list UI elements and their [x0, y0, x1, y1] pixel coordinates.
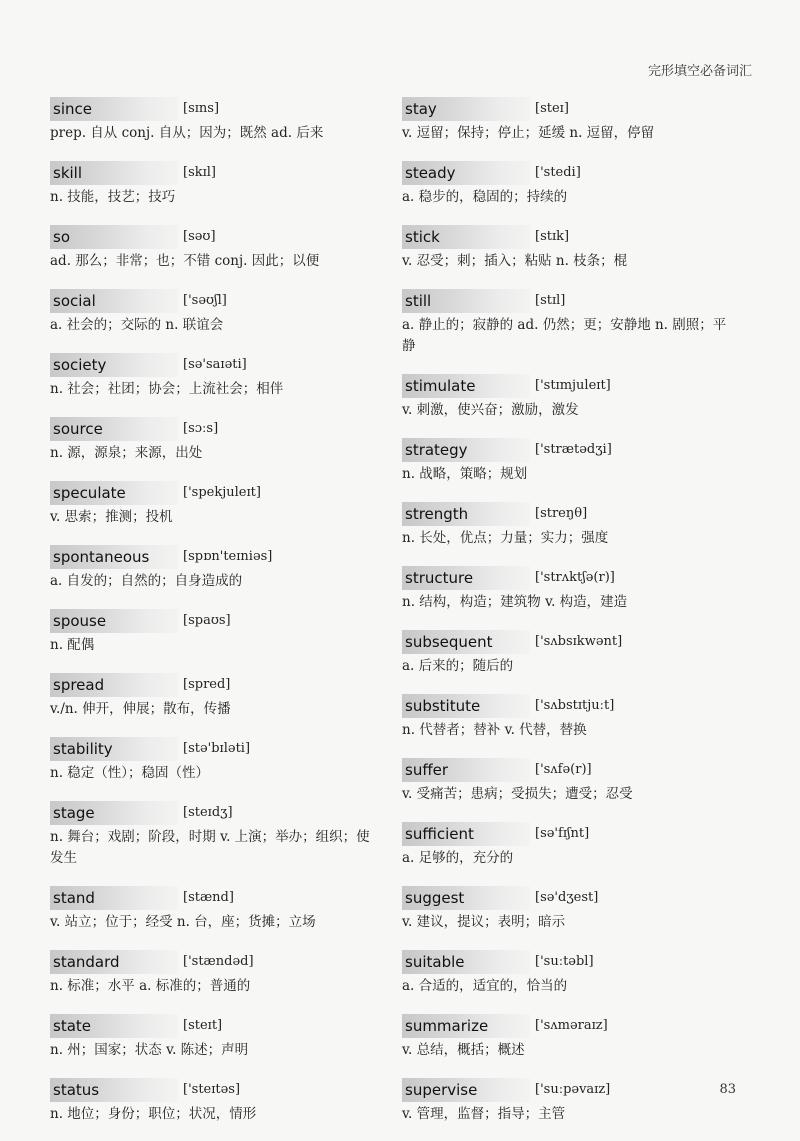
- entry-head-row: [402, 288, 734, 313]
- definition: v. 思索；推测；投机: [50, 509, 173, 525]
- headword: stability: [50, 737, 178, 761]
- definition: v. 受痛苦；患病；受损失；遭受；忍受: [402, 786, 633, 802]
- headword: sufficient: [402, 822, 530, 846]
- phonetic: [sɪns]: [183, 101, 220, 116]
- phonetic: [sə'fɪʃnt]: [535, 826, 590, 841]
- entry-head-row: [402, 565, 734, 590]
- vocab-entry-structure: [402, 565, 734, 613]
- entry-head-row: [50, 288, 380, 313]
- headword: strategy: [402, 438, 530, 462]
- vocab-entry-stimulate: [402, 373, 734, 421]
- vocab-entry-spouse: [50, 608, 380, 656]
- phonetic: [skɪl]: [183, 165, 217, 180]
- definition: v. 总结，概括；概述: [402, 1042, 525, 1058]
- entry-head-row: [50, 736, 380, 761]
- entry-head-row: [402, 885, 734, 910]
- headword: strength: [402, 502, 530, 526]
- headword: subsequent: [402, 630, 530, 654]
- headword: suffer: [402, 758, 530, 782]
- headword: summarize: [402, 1014, 530, 1038]
- headword: suitable: [402, 950, 530, 974]
- phonetic: [sə'saɪəti]: [183, 357, 247, 372]
- phonetic: [spred]: [183, 677, 231, 692]
- phonetic: [sɔːs]: [183, 421, 219, 436]
- vocab-entry-society: [50, 352, 380, 400]
- headword: social: [50, 289, 178, 313]
- phonetic: [streŋθ]: [535, 506, 588, 521]
- phonetic: ['spekjuleɪt]: [183, 485, 261, 500]
- definition: n. 源，源泉；来源，出处: [50, 445, 203, 461]
- vocab-entry-standard: [50, 949, 380, 997]
- vocab-entry-stick: [402, 224, 734, 272]
- entry-head-row: [50, 160, 380, 185]
- headword: society: [50, 353, 178, 377]
- vocab-entry-so: [50, 224, 380, 272]
- phonetic: ['sʌfə(r)]: [535, 762, 592, 777]
- vocab-entry-stay: [402, 96, 734, 144]
- headword: spread: [50, 673, 178, 697]
- entry-head-row: [50, 480, 380, 505]
- definition: n. 标准；水平 a. 标准的；普通的: [50, 978, 251, 994]
- headword: substitute: [402, 694, 530, 718]
- headword: stage: [50, 801, 178, 825]
- headword: since: [50, 97, 178, 121]
- definition: n. 长处，优点；力量；实力；强度: [402, 530, 609, 546]
- entry-head-row: [50, 885, 380, 910]
- vocab-entry-stage: [50, 800, 380, 869]
- definition: a. 足够的，充分的: [402, 850, 514, 866]
- definition: v. 逗留；保持；停止；延缓 n. 逗留，停留: [402, 125, 655, 141]
- entry-head-row: [50, 672, 380, 697]
- headword: stimulate: [402, 374, 530, 398]
- page-header-title: 完形填空必备词汇: [647, 64, 752, 79]
- definition: n. 州；国家；状态 v. 陈述；声明: [50, 1042, 249, 1058]
- entry-head-row: [402, 949, 734, 974]
- entry-head-row: [402, 629, 734, 654]
- entry-head-row: [50, 608, 380, 633]
- right-column: [402, 96, 734, 1141]
- vocab-entry-spontaneous: [50, 544, 380, 592]
- phonetic: ['steɪtəs]: [183, 1082, 241, 1097]
- definition: a. 合适的，适宜的，恰当的: [402, 978, 568, 994]
- entry-head-row: [402, 693, 734, 718]
- vocab-entry-subsequent: [402, 629, 734, 677]
- entry-head-row: [402, 437, 734, 462]
- headword: steady: [402, 161, 530, 185]
- vocab-entry-skill: [50, 160, 380, 208]
- vocab-entry-status: [50, 1077, 380, 1125]
- vocab-entry-still: [402, 288, 734, 357]
- definition: prep. 自从 conj. 自从；因为；既然 ad. 后来: [50, 125, 324, 141]
- entry-head-row: [50, 416, 380, 441]
- headword: state: [50, 1014, 178, 1038]
- definition: a. 稳步的，稳固的；持续的: [402, 189, 568, 205]
- vocab-entry-since: [50, 96, 380, 144]
- headword: spontaneous: [50, 545, 178, 569]
- vocab-entry-source: [50, 416, 380, 464]
- vocab-entry-strategy: [402, 437, 734, 485]
- phonetic: [spɒn'teɪniəs]: [183, 549, 273, 564]
- phonetic: [stɪl]: [535, 293, 566, 308]
- entry-head-row: [50, 96, 380, 121]
- definition: a. 静止的；寂静的 ad. 仍然；更；安静地 n. 剧照；平静: [402, 317, 727, 354]
- entry-head-row: [50, 1077, 380, 1102]
- entry-head-row: [50, 544, 380, 569]
- entry-head-row: [402, 96, 734, 121]
- phonetic: ['stɪmjuleɪt]: [535, 378, 611, 393]
- page-number: 83: [719, 1082, 736, 1097]
- phonetic: ['suːtəbl]: [535, 954, 594, 969]
- headword: structure: [402, 566, 530, 590]
- phonetic: [steɪt]: [183, 1018, 223, 1033]
- headword: suggest: [402, 886, 530, 910]
- entry-head-row: [402, 1013, 734, 1038]
- phonetic: [stə'bɪləti]: [183, 741, 251, 756]
- left-column: [50, 96, 380, 1141]
- definition: ad. 那么；非常；也；不错 conj. 因此；以便: [50, 253, 320, 269]
- entry-head-row: [402, 160, 734, 185]
- vocab-entry-substitute: [402, 693, 734, 741]
- phonetic: [səʊ]: [183, 229, 216, 244]
- phonetic: [steɪ]: [535, 101, 569, 116]
- definition: a. 自发的；自然的；自身造成的: [50, 573, 243, 589]
- headword: source: [50, 417, 178, 441]
- entry-head-row: [402, 821, 734, 846]
- phonetic: ['strætədʒi]: [535, 442, 612, 457]
- phonetic: ['sʌbstɪtjuːt]: [535, 698, 615, 713]
- definition: a. 社会的；交际的 n. 联谊会: [50, 317, 224, 333]
- definition: n. 社会；社团；协会；上流社会；相伴: [50, 381, 284, 397]
- vocab-entry-spread: [50, 672, 380, 720]
- entry-head-row: [402, 373, 734, 398]
- definition: n. 代替者；替补 v. 代替，替换: [402, 722, 587, 738]
- vocab-entry-stand: [50, 885, 380, 933]
- vocab-entry-suitable: [402, 949, 734, 997]
- definition: n. 战略，策略；规划: [402, 466, 528, 482]
- definition: n. 稳定（性）；稳固（性）: [50, 765, 210, 781]
- headword: skill: [50, 161, 178, 185]
- vocab-entry-speculate: [50, 480, 380, 528]
- vocab-entry-social: [50, 288, 380, 336]
- entry-head-row: [50, 949, 380, 974]
- headword: spouse: [50, 609, 178, 633]
- phonetic: ['suːpəvaɪz]: [535, 1082, 611, 1097]
- definition: n. 配偶: [50, 637, 95, 653]
- vocab-entry-suffer: [402, 757, 734, 805]
- vocab-entry-suggest: [402, 885, 734, 933]
- phonetic: ['səʊʃl]: [183, 293, 227, 308]
- phonetic: ['stedi]: [535, 165, 581, 180]
- definition: n. 技能，技艺；技巧: [50, 189, 176, 205]
- phonetic: ['strʌktʃə(r)]: [535, 570, 615, 585]
- definition: n. 结构，构造；建筑物 v. 构造，建造: [402, 594, 628, 610]
- headword: status: [50, 1078, 178, 1102]
- entry-head-row: [402, 224, 734, 249]
- phonetic: [spaʊs]: [183, 613, 231, 628]
- entry-head-row: [402, 1077, 734, 1102]
- headword: standard: [50, 950, 178, 974]
- entry-head-row: [50, 1013, 380, 1038]
- vocab-entry-steady: [402, 160, 734, 208]
- definition: v. 忍受；刺；插入；粘贴 n. 枝条；棍: [402, 253, 628, 269]
- definition: n. 地位；身份；职位；状况，情形: [50, 1106, 257, 1122]
- phonetic: [steɪdʒ]: [183, 805, 233, 820]
- entry-head-row: [50, 352, 380, 377]
- definition: n. 舞台；戏剧；阶段，时期 v. 上演；举办；组织；使发生: [50, 829, 370, 866]
- definition: v. 刺激，使兴奋；激励，激发: [402, 402, 579, 418]
- vocab-entry-supervise: [402, 1077, 734, 1125]
- headword: stick: [402, 225, 530, 249]
- headword: still: [402, 289, 530, 313]
- phonetic: ['sʌməraɪz]: [535, 1018, 608, 1033]
- headword: supervise: [402, 1078, 530, 1102]
- headword: stand: [50, 886, 178, 910]
- definition: v. 管理，监督；指导；主管: [402, 1106, 566, 1122]
- vocab-entry-strength: [402, 501, 734, 549]
- definition: v. 建议，提议；表明；暗示: [402, 914, 566, 930]
- entry-head-row: [50, 800, 380, 825]
- phonetic: [stɪk]: [535, 229, 570, 244]
- headword: speculate: [50, 481, 178, 505]
- entry-head-row: [50, 224, 380, 249]
- headword: stay: [402, 97, 530, 121]
- definition: v. 站立；位于；经受 n. 台，座；货摊；立场: [50, 914, 316, 930]
- phonetic: [stænd]: [183, 890, 234, 905]
- vocab-entry-stability: [50, 736, 380, 784]
- phonetic: ['stændəd]: [183, 954, 254, 969]
- definition: a. 后来的；随后的: [402, 658, 514, 674]
- entry-head-row: [402, 501, 734, 526]
- headword: so: [50, 225, 178, 249]
- phonetic: [sə'dʒest]: [535, 890, 599, 905]
- definition: v./n. 伸开，伸展；散布，传播: [50, 701, 231, 717]
- vocab-entry-summarize: [402, 1013, 734, 1061]
- entry-head-row: [402, 757, 734, 782]
- vocab-entry-state: [50, 1013, 380, 1061]
- phonetic: ['sʌbsɪkwənt]: [535, 634, 623, 649]
- vocab-entry-sufficient: [402, 821, 734, 869]
